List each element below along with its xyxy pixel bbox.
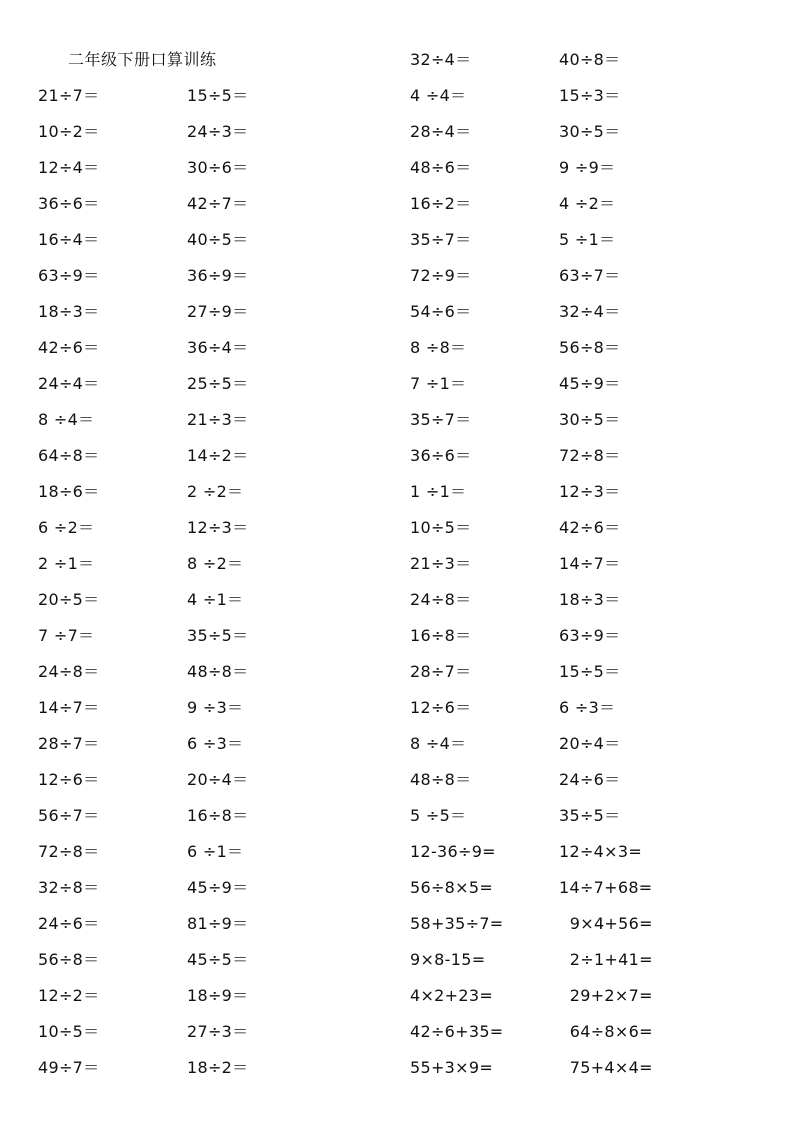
arithmetic-problem: 12÷4＝ [38,158,100,177]
arithmetic-problem: 54÷6＝ [410,302,472,321]
arithmetic-problem: 56÷8×5= [410,878,494,897]
arithmetic-problem: 8 ÷4＝ [38,410,95,429]
arithmetic-problem: 2 ÷2＝ [187,482,244,501]
arithmetic-problem: 15÷5＝ [559,662,621,681]
arithmetic-problem: 48÷8＝ [410,770,472,789]
arithmetic-problem: 7 ÷1＝ [410,374,467,393]
arithmetic-problem: 24÷8＝ [410,590,472,609]
arithmetic-problem: 36÷4＝ [187,338,249,357]
arithmetic-problem: 64÷8×6= [559,1022,653,1041]
arithmetic-problem: 12÷2＝ [38,986,100,1005]
arithmetic-problem: 12-36÷9= [410,842,496,861]
arithmetic-problem: 21÷7＝ [38,86,100,105]
arithmetic-problem: 5 ÷5＝ [410,806,467,825]
arithmetic-problem: 72÷9＝ [410,266,472,285]
problem-column-3 [410,49,504,1093]
arithmetic-problem: 63÷7＝ [559,266,621,285]
arithmetic-problem: 42÷6＝ [38,338,100,357]
arithmetic-problem: 63÷9＝ [38,266,100,285]
arithmetic-problem: 28÷4＝ [410,122,472,141]
arithmetic-problem: 2 ÷1＝ [38,554,95,573]
arithmetic-problem: 1 ÷1＝ [410,482,467,501]
arithmetic-problem: 18÷9＝ [187,986,249,1005]
arithmetic-problem: 24÷6＝ [38,914,100,933]
problem-column-2 [187,85,248,1093]
arithmetic-problem: 81÷9＝ [187,914,249,933]
arithmetic-problem: 8 ÷8＝ [410,338,467,357]
arithmetic-problem: 16÷8＝ [410,626,472,645]
arithmetic-problem: 42÷7＝ [187,194,249,213]
arithmetic-problem: 36÷9＝ [187,266,249,285]
arithmetic-problem: 42÷6＝ [559,518,621,537]
arithmetic-problem: 48÷6＝ [410,158,472,177]
arithmetic-problem: 12÷6＝ [410,698,472,717]
arithmetic-problem: 36÷6＝ [410,446,472,465]
arithmetic-problem: 30÷6＝ [187,158,249,177]
arithmetic-problem: 35÷7＝ [410,230,472,249]
arithmetic-problem: 12÷4×3= [559,842,643,861]
arithmetic-problem: 4 ÷1＝ [187,590,244,609]
arithmetic-problem: 49÷7＝ [38,1058,100,1077]
arithmetic-problem: 10÷5＝ [410,518,472,537]
arithmetic-problem: 25÷5＝ [187,374,249,393]
arithmetic-problem: 36÷6＝ [38,194,100,213]
arithmetic-problem: 24÷8＝ [38,662,100,681]
arithmetic-problem: 16÷4＝ [38,230,100,249]
arithmetic-problem: 72÷8＝ [559,446,621,465]
arithmetic-problem: 24÷4＝ [38,374,100,393]
arithmetic-problem: 6 ÷1＝ [187,842,244,861]
arithmetic-problem: 12÷3＝ [187,518,249,537]
arithmetic-problem: 18÷3＝ [559,590,621,609]
arithmetic-problem: 6 ÷3＝ [559,698,616,717]
arithmetic-problem: 45÷5＝ [187,950,249,969]
arithmetic-problem: 10÷2＝ [38,122,100,141]
arithmetic-problem: 8 ÷4＝ [410,734,467,753]
arithmetic-problem: 27÷9＝ [187,302,249,321]
arithmetic-problem: 8 ÷2＝ [187,554,244,573]
arithmetic-problem: 75+4×4= [559,1058,653,1077]
arithmetic-problem: 6 ÷3＝ [187,734,244,753]
arithmetic-problem: 35÷5＝ [559,806,621,825]
arithmetic-problem: 58+35÷7= [410,914,504,933]
arithmetic-problem: 4×2+23= [410,986,494,1005]
arithmetic-problem: 6 ÷2＝ [38,518,95,537]
arithmetic-problem: 56÷7＝ [38,806,100,825]
arithmetic-problem: 63÷9＝ [559,626,621,645]
arithmetic-problem: 14÷7＝ [559,554,621,573]
arithmetic-problem: 14÷2＝ [187,446,249,465]
arithmetic-problem: 10÷5＝ [38,1022,100,1041]
arithmetic-problem: 40÷5＝ [187,230,249,249]
arithmetic-problem: 27÷3＝ [187,1022,249,1041]
arithmetic-problem: 14÷7＝ [38,698,100,717]
arithmetic-problem: 9 ÷9＝ [559,158,616,177]
arithmetic-problem: 48÷8＝ [187,662,249,681]
arithmetic-problem: 9×4+56= [559,914,653,933]
arithmetic-problem: 14÷7+68= [559,878,653,897]
worksheet-title: 二年级下册口算训练 [68,50,217,69]
arithmetic-problem: 30÷5＝ [559,122,621,141]
problem-column-1 [38,85,99,1093]
arithmetic-problem: 12÷6＝ [38,770,100,789]
arithmetic-problem: 18÷2＝ [187,1058,249,1077]
arithmetic-problem: 15÷5＝ [187,86,249,105]
arithmetic-problem: 30÷5＝ [559,410,621,429]
arithmetic-problem: 24÷6＝ [559,770,621,789]
arithmetic-problem: 42÷6+35= [410,1022,504,1041]
arithmetic-problem: 4 ÷4＝ [410,86,467,105]
arithmetic-problem: 55+3×9= [410,1058,494,1077]
arithmetic-problem: 32÷4＝ [410,50,472,69]
arithmetic-problem: 20÷4＝ [559,734,621,753]
arithmetic-problem: 28÷7＝ [410,662,472,681]
arithmetic-problem: 9×8-15= [410,950,486,969]
arithmetic-problem: 18÷3＝ [38,302,100,321]
arithmetic-problem: 35÷5＝ [187,626,249,645]
arithmetic-problem: 32÷8＝ [38,878,100,897]
arithmetic-problem: 28÷7＝ [38,734,100,753]
arithmetic-problem: 45÷9＝ [559,374,621,393]
arithmetic-problem: 5 ÷1＝ [559,230,616,249]
arithmetic-problem: 64÷8＝ [38,446,100,465]
arithmetic-problem: 35÷7＝ [410,410,472,429]
arithmetic-problem: 56÷8＝ [559,338,621,357]
arithmetic-problem: 21÷3＝ [187,410,249,429]
arithmetic-problem: 32÷4＝ [559,302,621,321]
arithmetic-problem: 9 ÷3＝ [187,698,244,717]
arithmetic-problem: 16÷8＝ [187,806,249,825]
arithmetic-problem: 18÷6＝ [38,482,100,501]
arithmetic-problem: 21÷3＝ [410,554,472,573]
arithmetic-problem: 40÷8＝ [559,50,621,69]
arithmetic-problem: 4 ÷2＝ [559,194,616,213]
problem-column-4 [559,49,653,1093]
arithmetic-problem: 20÷5＝ [38,590,100,609]
arithmetic-problem: 72÷8＝ [38,842,100,861]
arithmetic-problem: 20÷4＝ [187,770,249,789]
arithmetic-problem: 16÷2＝ [410,194,472,213]
arithmetic-problem: 2÷1+41= [559,950,653,969]
arithmetic-problem: 12÷3＝ [559,482,621,501]
arithmetic-problem: 45÷9＝ [187,878,249,897]
arithmetic-problem: 56÷8＝ [38,950,100,969]
arithmetic-problem: 7 ÷7＝ [38,626,95,645]
arithmetic-problem: 29+2×7= [559,986,653,1005]
arithmetic-problem: 24÷3＝ [187,122,249,141]
arithmetic-problem: 15÷3＝ [559,86,621,105]
